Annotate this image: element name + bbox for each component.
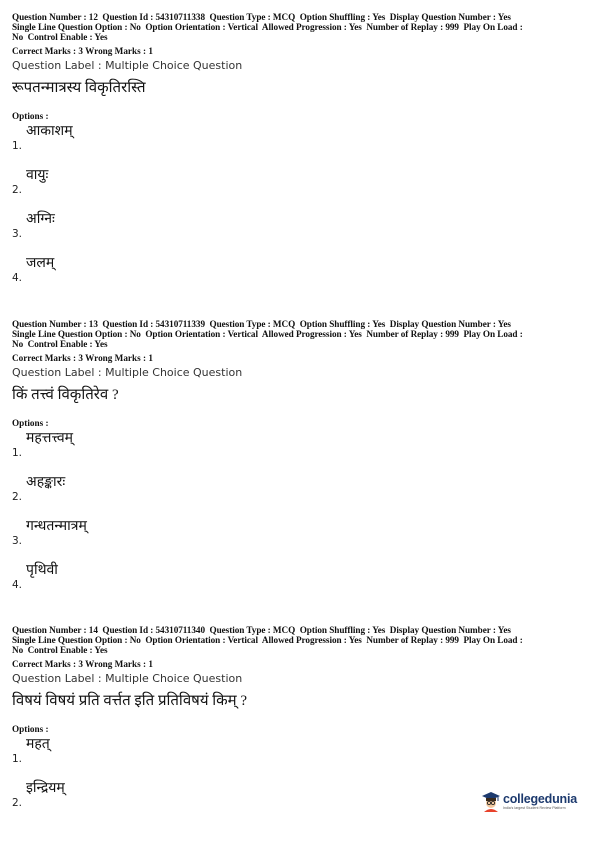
option-4[interactable] (12, 254, 584, 298)
question-label: Question Label : Multiple Choice Question (12, 366, 243, 379)
option-number: 3. (12, 535, 23, 547)
option-number: 2. (12, 797, 23, 809)
question-label: Question Label : Multiple Choice Question (12, 672, 243, 685)
question-label: Question Label : Multiple Choice Question (12, 59, 243, 72)
option-text: महत् (26, 737, 50, 752)
option-4[interactable] (12, 561, 584, 605)
option-number: 1. (12, 753, 23, 765)
option-text: अग्निः (26, 212, 55, 227)
question-meta: Question Number : 13 Question Id : 54310711339 Question Type : MCQ Option Shuffling : Yes Display Question Number : Yes Single Line Question Option : No Option Orientation : Vertical Allowed Progression : Yes Number of Replay : 999 Play On Load : No Control Enable : Yes (12, 319, 523, 349)
question-marks: Correct Marks : 3 Wrong Marks : 1 (12, 659, 153, 669)
option-text: जलम् (26, 256, 55, 271)
options-label: Options : (12, 724, 49, 734)
option-text: आकाशम् (26, 124, 73, 139)
question-text: किं तत्त्वं विकृतिरेव ? (12, 387, 119, 403)
question-text: विषयं विषयं प्रति वर्त्तत इति प्रतिविषयं किम् ? (12, 693, 248, 709)
question-block-13 (12, 319, 584, 605)
option-text: महत्तत्त्वम् (26, 431, 74, 446)
question-block-12 (12, 12, 584, 298)
option-1[interactable] (12, 429, 584, 473)
graduate-avatar-icon (482, 792, 500, 812)
options-label: Options : (12, 111, 49, 121)
option-3[interactable] (12, 517, 584, 561)
option-text: अहङ्कारः (26, 475, 66, 490)
option-text: गन्धतन्मात्रम् (26, 519, 87, 534)
option-text: पृथिवी (26, 563, 58, 578)
question-marks: Correct Marks : 3 Wrong Marks : 1 (12, 46, 153, 56)
question-marks: Correct Marks : 3 Wrong Marks : 1 (12, 353, 153, 363)
option-text: वायुः (26, 168, 49, 183)
option-3[interactable] (12, 210, 584, 254)
logo-tagline: India's largest Student Review Platform (503, 806, 566, 810)
option-number: 1. (12, 447, 23, 459)
option-1[interactable] (12, 122, 584, 166)
option-2[interactable] (12, 473, 584, 517)
option-text: इन्द्रियम् (26, 781, 65, 796)
question-text: रूपतन्मात्रस्य विकृतिरस्ति (12, 80, 146, 96)
option-2[interactable] (12, 166, 584, 210)
option-number: 1. (12, 140, 23, 152)
option-number: 2. (12, 491, 23, 503)
options-label: Options : (12, 418, 49, 428)
option-number: 3. (12, 228, 23, 240)
question-meta: Question Number : 12 Question Id : 54310711338 Question Type : MCQ Option Shuffling : Yes Display Question Number : Yes Single Line Question Option : No Option Orientation : Vertical Allowed Progression : Yes Number of Replay : 999 Play On Load : No Control Enable : Yes (12, 12, 523, 42)
option-number: 2. (12, 184, 23, 196)
option-number: 4. (12, 579, 23, 591)
question-meta: Question Number : 14 Question Id : 54310711340 Question Type : MCQ Option Shuffling : Yes Display Question Number : Yes Single Line Question Option : No Option Orientation : Vertical Allowed Progression : Yes Number of Replay : 999 Play On Load : No Control Enable : Yes (12, 625, 523, 655)
option-number: 4. (12, 272, 23, 284)
option-1[interactable] (12, 735, 584, 779)
collegedunia-logo[interactable] (482, 789, 582, 815)
logo-name: collegedunia (503, 792, 578, 806)
